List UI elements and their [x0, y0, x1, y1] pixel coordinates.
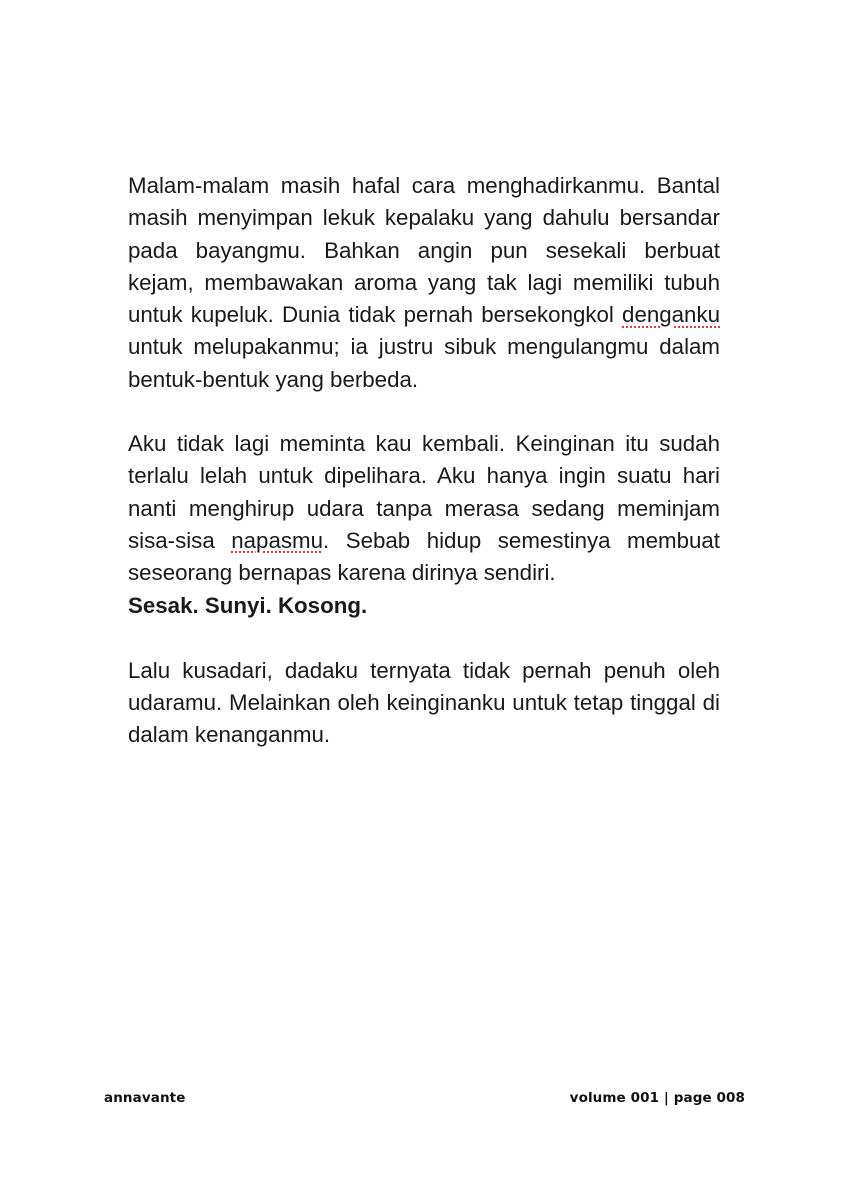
spellcheck-flagged-word[interactable]: napasmu: [231, 527, 323, 553]
paragraph-1-part-b: untuk melupakanmu; ia justru sibuk mengulangmu dalam bentuk-bentuk yang berbeda.: [128, 334, 720, 392]
footer-page-info: volume 001 | page 008: [569, 1090, 745, 1106]
body-text: [128, 170, 720, 752]
paragraph-2-part-b: . Sebab hidup semestinya membuat seseorang bernapas karena dirinya sendiri.: [128, 527, 721, 586]
paragraph-2: [128, 428, 720, 589]
paragraph-1: [128, 170, 720, 396]
footer-author: annavante: [104, 1090, 186, 1106]
section-heading: Sesak. Sunyi. Kosong.: [128, 592, 368, 618]
spellcheck-flagged-word[interactable]: denganku: [622, 302, 720, 328]
paragraph-1-part-a: Malam-malam masih hafal cara menghadirkanmu. Bantal masih menyimpan lekuk kepalaku yang dahulu bersandar pada bayangmu. Bahkan angin pun sesekali berbuat kejam, membawakan aroma yang tak lagi memiliki tubuh untuk kupeluk. Dunia tidak pernah bersekongkol: [128, 173, 720, 328]
paragraph-3: Lalu kusadari, dadaku ternyata tidak pernah penuh oleh udaramu. Melainkan oleh keinginanku untuk tetap tinggal di dalam kenanganmu.: [128, 657, 720, 748]
paragraph-2-part-a: Aku tidak lagi meminta kau kembali. Keinginan itu sudah terlalu lelah untuk dipelihara. Aku hanya ingin suatu hari nanti menghirup udara tanpa merasa sedang meminjam sisa-sisa: [128, 431, 720, 553]
